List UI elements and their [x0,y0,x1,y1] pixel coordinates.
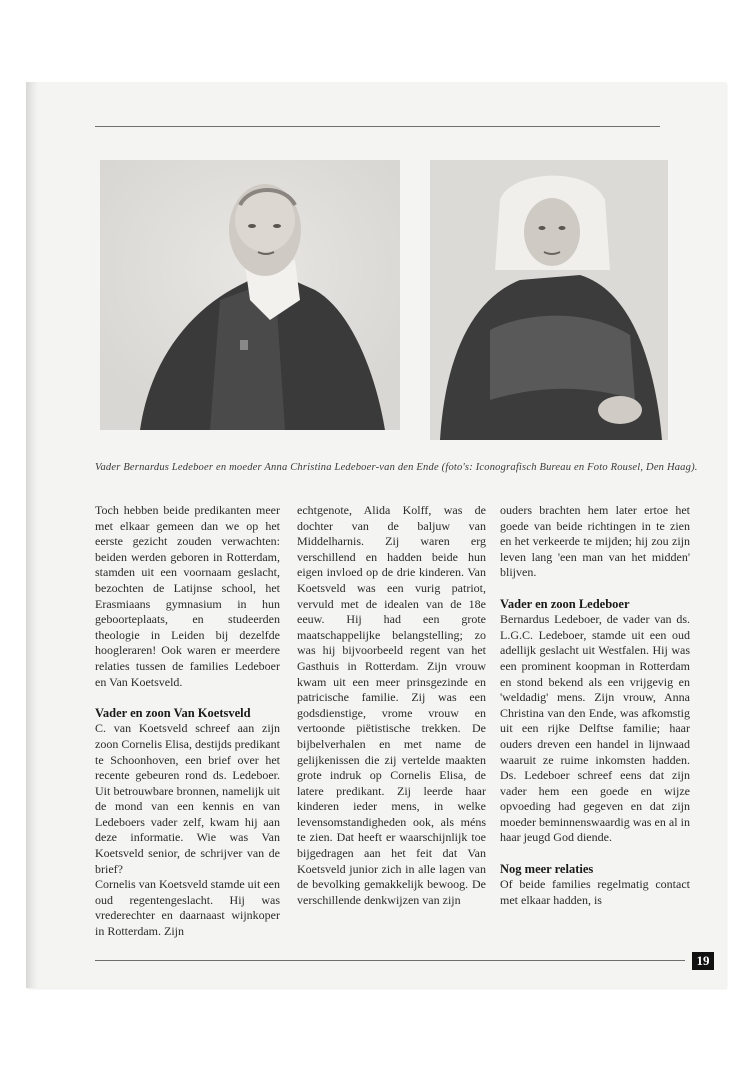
page-number: 19 [692,952,714,970]
bottom-rule [95,960,685,961]
portrait-bernardus-ledeboer [100,160,400,430]
text-column-1 [95,503,280,940]
text-column-2 [297,503,486,908]
section-heading: Nog meer relaties [500,861,594,876]
portrait-photos [100,160,668,440]
paragraph: Bernardus Ledeboer, de vader van ds. L.G.C. Ledeboer, stamde uit een oud adellijk geslacht uit Westfalen. Hij was een prominent koopman in Rotterdam en stond bekend als een vrijgevig en 'weldadig' mens. Zijn vrouw, Anna Christina van den Ende, was afkomstig uit een rijke Delftse familie; haar ouders dreven een handel in lijnwaad waaruit ze ruime inkomsten hadden. Ds. Ledeboer schreef eens dat zijn vader hem een goede en wijze opvoeding had gegeven en dat zijn moeder beminnenswaardig was en al in haar jeugd God diende. [500,612,690,845]
section-heading: Vader en zoon Van Koetsveld [95,705,251,720]
photo-caption: Vader Bernardus Ledeboer en moeder Anna Christina Ledeboer-van den Ende (foto's: Iconografisch Bureau en Foto Rousel, Den Haag). [95,462,698,473]
paragraph: ouders brachten hem later ertoe het goede van beide richtingen in te zien en het verkeerde te mijden; hij zou zijn leven lang 'een man van het midden' blijven. [500,503,690,580]
section-heading: Vader en zoon Ledeboer [500,596,630,611]
paragraph: Toch hebben beide predikanten meer met elkaar gemeen dan we op het eerste gezicht zouden verwachten: beiden werden geboren in Rotterdam, stamden uit een voornaam geslacht, bezochten de Latijnse school, het Erasmiaans gymnasium in hun geboorteplaats, en studeerden theologie in Leiden bij dezelfde hoogleraren! Ook waren er meerdere relaties tussen de families Ledeboer en Van Koetsveld. [95,503,280,689]
portrait-anna-christina-ledeboer [430,160,668,440]
text-column-3 [500,503,690,908]
paragraph: echtgenote, Alida Kolff, was de dochter van de baljuw van Middelharnis. Zij waren erg verschillend en hadden beide hun eigen invloed op de drie kinderen. Van Koetsveld was een vurig patriot, vervuld met de idealen van de 18e eeuw. Hij had een grote maatschappelijke belangstelling; zo was hij bijvoorbeeld regent van het Gasthuis in Rotterdam. Zijn vrouw kwam uit een meer prinsgezinde en patricische familie. Zij was een godsdienstige, vrome vrouw en vertoonde piëtistische trekken. De bijbelverhalen en met name de gelijkenissen die zij vertelde maakten grote indruk op Cornelis Elisa, de latere predikant. Zij leerde haar kinderen ieder mens, in welke levensomstandigheden ook, als méns te zien. Dat heeft er waarschijnlijk toe bijgedragen aan het feit dat Van Koetsveld junior zich in alle lagen van de bevolking gemakkelijk bewoog. De verschillende denkwijzen van zijn [297,503,486,907]
paragraph: C. van Koetsveld schreef aan zijn zoon Cornelis Elisa, destijds predikant te Schoonhoven, een brief over het recente gebeuren rond ds. Ledeboer. Uit betrouwbare bronnen, namelijk uit de mond van een kennis en van Ledeboers vader zelf, kwam hij aan deze informatie. Wie was Van Koetsveld senior, de schrijver van de brief? [95,721,280,876]
top-rule [95,126,660,127]
page-spine-shadow [26,82,38,988]
paragraph: Of beide families regelmatig contact met elkaar hadden, is [500,877,690,907]
paragraph: Cornelis van Koetsveld stamde uit een oud regentengeslacht. Hij was vrederechter en daarnaast wijnkoper in Rotterdam. Zijn [95,877,280,939]
